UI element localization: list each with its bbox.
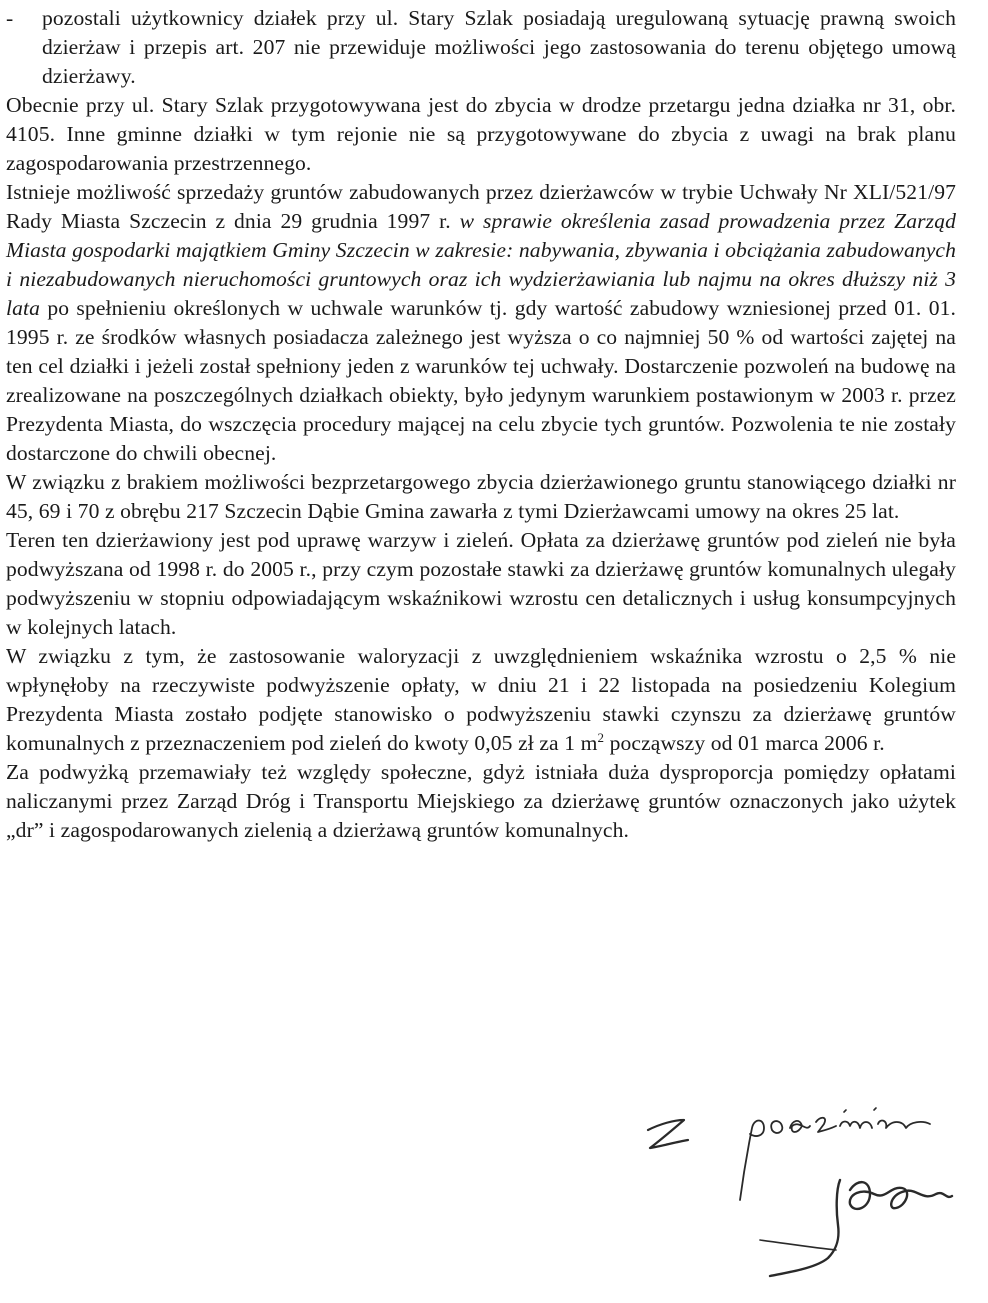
paragraph-6: Za podwyżką przemawiały też względy społeczne, gdyż istniała duża dysproporcja pomiędzy opłatami naliczanymi przez Zarząd Dróg i Transportu Miejskiego za dzierżawę gruntów oznaczonych jako użytek „dr” i zagospodarowanych zielenią a dzierżawą gruntów komunalnych. (6, 760, 956, 842)
resolution-title: w sprawie określenia zasad prowadzenia przez Zarząd Miasta gospodarki majątkiem Gminy Szczecin w zakresie: nabywania, zbywania i obciążania zabudowanych i niezabudowanych nieruchomości gruntowych oraz ich wydzierżawiania lub najmu na okres dłuższy niż 3 lata (6, 209, 956, 320)
bullet-dash: - (6, 6, 14, 30)
paragraph-5-end: począwszy od 01 marca 2006 r. (604, 731, 885, 755)
superscript-2: 2 (597, 730, 605, 745)
letter-body (6, 4, 956, 845)
paragraph-4: Teren ten dzierżawiony jest pod uprawę warzyw i zieleń. Opłata za dzierżawę gruntów pod zieleń nie była podwyższana od 1998 r. do 2005 r., przy czym pozostałe stawki za dzierżawę gruntów komunalnych ulegały podwyższeniu w stopniu odpowiadającym wskaźnikowi wzrostu cen detalicznych i usług konsumpcyjnych w kolejnych latach. (6, 528, 956, 639)
paragraph-2-rest: po spełnieniu określonych w uchwale warunków tj. gdy wartość zabudowy wzniesionej przed 01. 01. 1995 r. ze środków własnych posiadacza zależnego jest wyższa o co najmniej 50 % od wartości zajętej na ten cel działki i jeżeli został spełniony jeden z warunków tej uchwały. Dostarczenie pozwoleń na budowę na zrealizowane na poszczególnych działkach obiekty, było jedynym warunkiem postawionym w 2003 r. przez Prezydenta Miasta, do wszczęcia procedury mającej na celu zbycie tych gruntów. Pozwolenia te nie zostały dostarczone do chwili obecnej. (6, 296, 956, 465)
paragraph-5 (6, 642, 956, 758)
bullet-point (6, 4, 956, 91)
paragraph-2-intro: Istnieje możliwość sprzedaży gruntów zabudowanych przez dzierżawców w trybie Uchwały Nr XLI/521/97 Rady Miasta Szczecin z dnia 29 grudnia 1997 r. (6, 180, 956, 233)
paragraph-5-main: W związku z tym, że zastosowanie waloryzacji z uwzględnieniem wskaźnika wzrostu o 2,5 % nie wpłynęłoby na rzeczywiste podwyższenie opłaty, w dniu 21 i 22 listopada na posiedzeniu Kolegium Prezydenta Miasta zostało podjęte stanowisko o podwyższeniu stawki czynszu za dzierżawę gruntów komunalnych z przeznaczeniem pod zieleń do kwoty 0,05 zł za 1 m (6, 644, 956, 755)
paragraph-1: Obecnie przy ul. Stary Szlak przygotowywana jest do zbycia w drodze przetargu jedna działka nr 31, obr. 4105. Inne gminne działki w tym rejonie nie są przygotowywane do zbycia z uwagi na brak planu zagospodarowania przestrzennego. (6, 93, 956, 175)
signature-drawing (640, 1090, 970, 1295)
bullet-text: pozostali użytkownicy działek przy ul. Stary Szlak posiadają uregulowaną sytuację prawną swoich dzierżaw i przepis art. 207 nie przewiduje możliwości jego zastosowania do terenu objętego umową dzierżawy. (42, 6, 956, 88)
handwritten-signature (640, 1090, 970, 1295)
paragraph-3: W związku z brakiem możliwości bezprzetargowego zbycia dzierżawionego gruntu stanowiącego działki nr 45, 69 i 70 z obrębu 217 Szczecin Dąbie Gmina zawarła z tymi Dzierżawcami umowy na okres 25 lat. (6, 470, 956, 523)
paragraph-2 (6, 178, 956, 468)
